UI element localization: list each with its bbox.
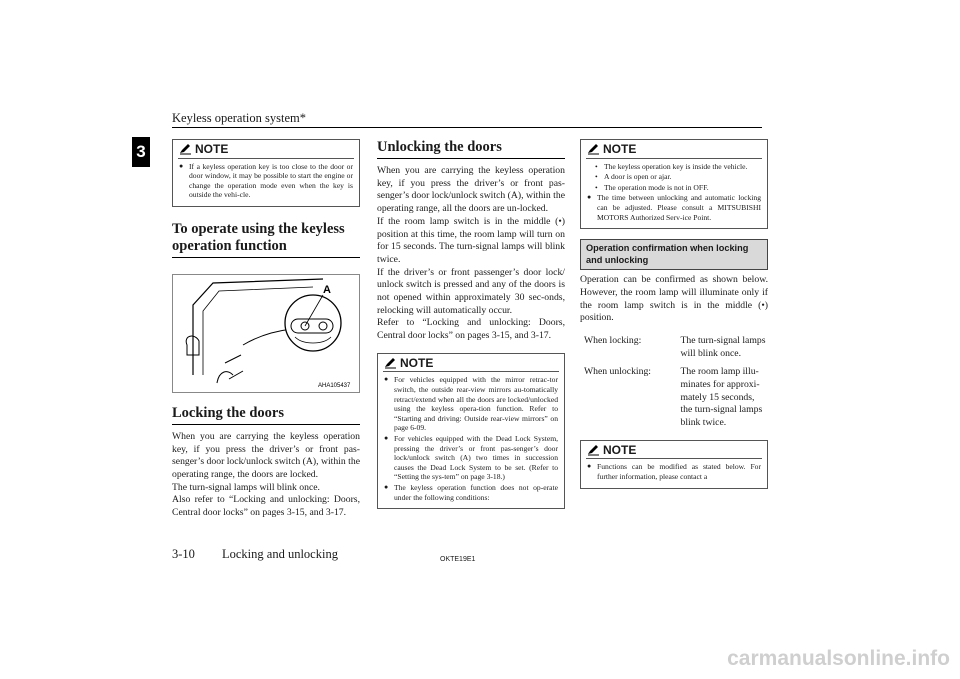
- unlocking-paragraph: When you are carrying the keyless operation key, if you press the driver’s or front pas-senger’s door lock/unlock switch (A), within the operating range, all the doors are un-locked.: [377, 165, 565, 215]
- watermark: carmanualsonline.info: [727, 647, 950, 670]
- note-header: [581, 140, 767, 158]
- table-value: The room lamp illu-minates for approxi-mately 15 seconds, the turn-signal lamps blink twice.: [680, 366, 763, 429]
- unlocking-paragraph-4: Refer to “Locking and unlocking: Doors, Central door locks” on pages 3-15, and 3-17.: [377, 317, 565, 342]
- note-header: [173, 140, 359, 158]
- note-box: [172, 139, 360, 207]
- note-label: NOTE: [603, 442, 637, 457]
- note-item: [378, 434, 564, 482]
- footer-section: Locking and unlocking: [222, 547, 338, 561]
- unlocking-paragraph-2: If the room lamp switch is in the middle (•) position at this time, the room lamp will turn on for 15 seconds. The turn-signal lamps will blink twice.: [377, 215, 565, 265]
- note-divider: [586, 458, 762, 459]
- locking-heading: [172, 405, 360, 425]
- note-box: [377, 353, 565, 509]
- bullet-icon: ●: [179, 161, 184, 170]
- unlocking-rule: [377, 158, 565, 159]
- dot-icon: •: [595, 182, 598, 192]
- table-row: [580, 366, 768, 430]
- column-middle: [377, 139, 565, 509]
- unlocking-heading: [377, 139, 565, 159]
- locking-paragraph-2: The turn-signal lamps will blink once.: [172, 481, 320, 493]
- page-number: 3-10: [172, 547, 195, 561]
- note-label: NOTE: [400, 355, 434, 370]
- note-subitem: [581, 172, 767, 182]
- operation-paragraph: Operation can be confirmed as shown below. However, the room lamp will illuminate only if the room lamp switch is in the middle (•) position.: [580, 274, 768, 324]
- note-divider: [586, 158, 762, 159]
- bullet-icon: ●: [587, 462, 592, 471]
- column-right: [580, 139, 768, 489]
- note-subitem-text: The keyless operation key is inside the vehicle.: [604, 161, 748, 171]
- subsection-title: Operation confirmation when locking and unlocking: [580, 239, 768, 270]
- confirmation-table: [580, 335, 768, 430]
- note-item-text: Functions can be modified as stated below. For further information, please contact a: [597, 462, 761, 482]
- car-door-illustration: [173, 275, 359, 392]
- note-box: [580, 139, 768, 229]
- note-item-text: The keyless operation function does not op-erate under the following conditions:: [394, 482, 558, 502]
- unlocking-paragraph-3: If the driver’s or front passenger’s door lock/ unlock switch is pressed and any of the doors is not opened within approximately 30 sec-onds, relocking will automatically occur.: [377, 266, 565, 316]
- note-divider: [178, 158, 354, 159]
- note-pencil-icon: [587, 143, 600, 155]
- table-label: When unlocking:: [584, 366, 651, 378]
- note-subitem-text: A door is open or ajar.: [604, 172, 672, 182]
- locking-title: Locking the doors: [172, 404, 284, 421]
- note-subitem: [581, 162, 767, 172]
- figure-label: A: [323, 283, 331, 296]
- note-pencil-icon: [587, 444, 600, 456]
- locking-rule: [172, 424, 360, 425]
- dot-icon: •: [595, 161, 598, 171]
- note-pencil-icon: [384, 357, 397, 369]
- column-left: [172, 139, 360, 520]
- section-heading: [172, 221, 360, 258]
- note-label: NOTE: [603, 142, 637, 156]
- footer-code: OKTE19E1: [440, 556, 476, 563]
- table-row: [580, 335, 768, 360]
- locking-paragraph-3: Also refer to “Locking and unlocking: Doors, Central door locks” on pages 3-15, and 3-17.: [172, 494, 360, 519]
- bullet-icon: ●: [384, 375, 389, 384]
- note-label: NOTE: [195, 142, 229, 156]
- note-item: [378, 375, 564, 433]
- unlocking-title: Unlocking the doors: [377, 139, 502, 155]
- figure-code: AHA105437: [318, 382, 351, 389]
- dot-icon: •: [595, 172, 598, 182]
- note-item: [581, 193, 767, 222]
- table-label: When locking:: [584, 334, 642, 346]
- note-item-text: For vehicles equipped with the Dead Lock System, pressing the driver’s or front pas-senger’s door lock/unlock switch (A) two times in succession causes the Dead Lock System to be set. (Refer to “Setting the sys-tem” on page 3-18.): [394, 434, 558, 482]
- note-item-text: For vehicles equipped with the mirror retrac-tor switch, the outside rear-view mirrors au-tomatically retract/extend when all the doors are locked/unlocked using the keyless opera-tion function. Refer to “Starting and driving: Outside rear-view mirrors” on page 6-09.: [394, 375, 558, 433]
- note-item-text: The time between unlocking and automatic locking can be adjusted. Please consult a MITSUBISHI MOTORS Authorized Serv-ice Point.: [597, 193, 761, 222]
- note-header: [581, 441, 767, 459]
- note-item: [581, 462, 767, 481]
- chapter-tab: 3: [132, 137, 150, 167]
- table-value: The turn-signal lamps will blink once.: [680, 334, 766, 359]
- header-rule: [172, 127, 762, 128]
- note-header: [378, 354, 564, 372]
- note-divider: [383, 371, 559, 372]
- door-switch-figure: [172, 274, 360, 393]
- locking-paragraph: When you are carrying the keyless operation key, if you press the driver’s or front pas-senger’s door lock/unlock switch (A), within the operating range, the doors are locked.: [172, 430, 360, 481]
- section-rule: [172, 257, 360, 258]
- bullet-icon: ●: [587, 193, 592, 202]
- bullet-icon: ●: [384, 434, 389, 442]
- bullet-icon: ●: [384, 482, 389, 491]
- note-box: [580, 440, 768, 489]
- section-title: To operate using the keyless operation function: [172, 220, 345, 254]
- note-item: [378, 483, 564, 502]
- note-item: [173, 162, 359, 200]
- note-pencil-icon: [179, 143, 192, 155]
- running-head: Keyless operation system*: [172, 111, 307, 125]
- note-item-text: If a keyless operation key is too close to the door or door window, it may be possible to start the engine or change the operation mode even when the key is outside the vehi-cle.: [189, 161, 353, 200]
- note-subitem-text: The operation mode is not in OFF.: [604, 182, 709, 192]
- note-subitem: [581, 183, 767, 193]
